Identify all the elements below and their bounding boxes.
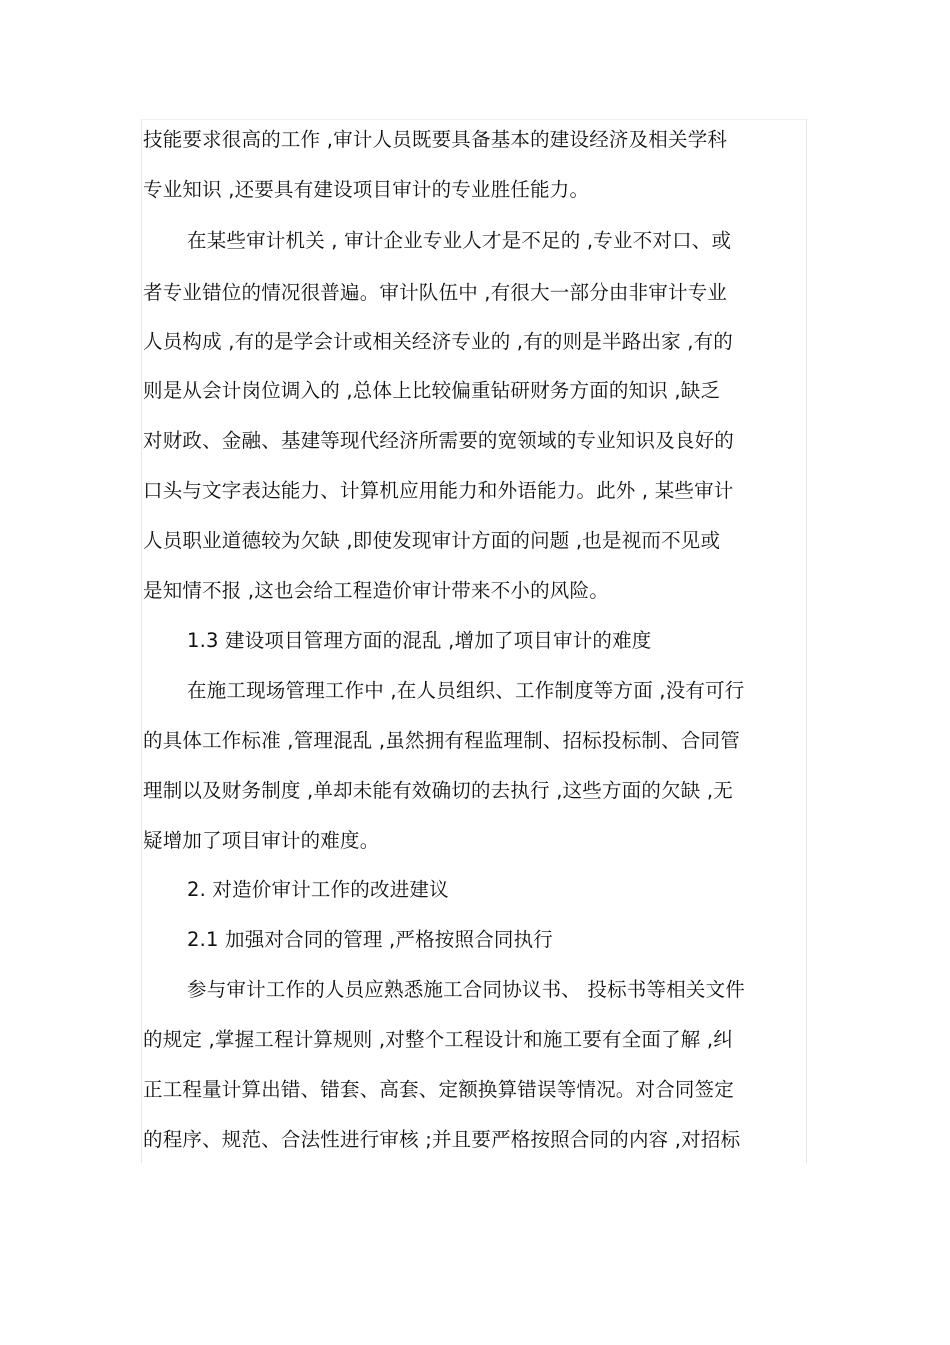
text-line: 是知情不报 ,这也会给工程造价审计带来不小的风险。 xyxy=(143,579,609,602)
text-line: 则是从会计岗位调入的 ,总体上比较偏重钻研财务方面的知识 ,缺乏 xyxy=(143,379,721,402)
text-line: 的程序、规范、合法性进行审核 ;并且要严格按照合同的内容 ,对招标 xyxy=(143,1128,741,1151)
section-heading-2-1: 2.1 加强对合同的管理 ,严格按照合同执行 xyxy=(187,928,554,951)
text-line: 疑增加了项目审计的难度。 xyxy=(143,829,380,852)
paragraph-start-line: 参与审计工作的人员应熟悉施工合同协议书、 投标书等相关文件 xyxy=(187,978,745,1001)
section-heading-1-3: 1.3 建设项目管理方面的混乱 ,增加了项目审计的难度 xyxy=(187,629,652,652)
text-line: 技能要求很高的工作 ,审计人员既要具备基本的建设经济及相关学科 xyxy=(143,128,728,151)
text-line: 的具体工作标准 ,管理混乱 ,虽然拥有程监理制、招标投标制、合同管 xyxy=(143,729,740,752)
text-line: 的规定 ,掌握工程计算规则 ,对整个工程设计和施工要有全面了解 ,纠 xyxy=(143,1028,733,1051)
text-line: 口头与文字表达能力、计算机应用能力和外语能力。此外 , 某些审计 xyxy=(143,479,734,502)
text-line: 者专业错位的情况很普遍。审计队伍中 ,有很大一部分由非审计专业 xyxy=(143,281,728,304)
paragraph-start-line: 在某些审计机关 , 审计企业专业人才是不足的 ,专业不对口、或 xyxy=(187,229,732,252)
text-line: 专业知识 ,还要具有建设项目审计的专业胜任能力。 xyxy=(143,178,590,201)
text-line: 理制以及财务制度 ,单却未能有效确切的去执行 ,这些方面的欠缺 ,无 xyxy=(143,779,733,802)
paragraph-start-line: 在施工现场管理工作中 ,在人员组织、工作制度等方面 ,没有可行 xyxy=(187,679,745,702)
text-line: 正工程量计算出错、错套、高套、定额换算错误等情况。对合同签定 xyxy=(143,1078,735,1101)
text-line: 对财政、金融、基建等现代经济所需要的宽领域的专业知识及良好的 xyxy=(143,429,735,452)
text-line: 人员构成 ,有的是学会计或相关经济专业的 ,有的则是半路出家 ,有的 xyxy=(143,330,733,353)
text-line: 人员职业道德较为欠缺 ,即使发现审计方面的问题 ,也是视而不见或 xyxy=(143,529,721,552)
section-heading-2: 2. 对造价审计工作的改进建议 xyxy=(187,878,449,901)
